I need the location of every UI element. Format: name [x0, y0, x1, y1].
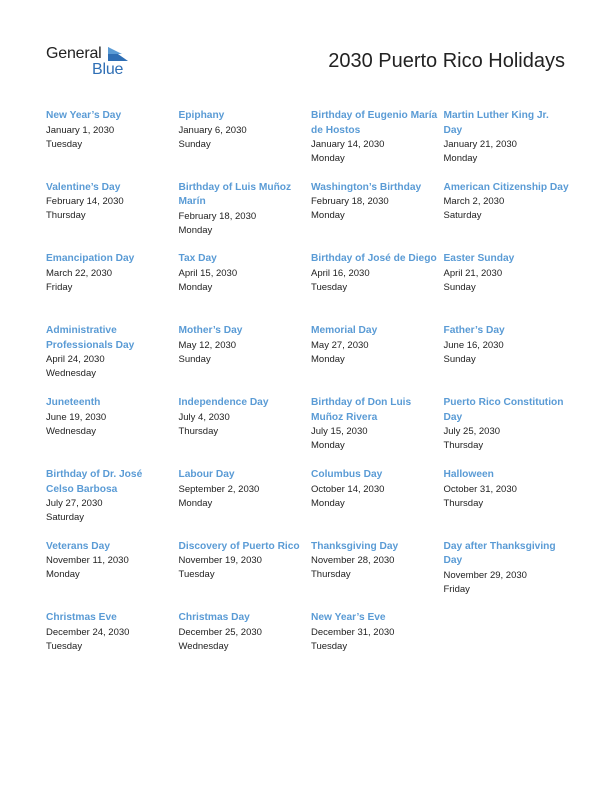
holiday-date: June 16, 2030 — [443, 339, 504, 351]
holiday-entry — [179, 252, 312, 294]
holiday-entry — [46, 181, 179, 238]
holiday-weekday: Wednesday — [178, 640, 229, 652]
holiday-weekday: Tuesday — [311, 281, 348, 293]
holiday-weekday: Tuesday — [46, 640, 83, 652]
holiday-name: Easter Sunday — [443, 253, 515, 264]
holiday-date: April 15, 2030 — [178, 267, 238, 279]
holiday-entry — [179, 540, 312, 597]
holiday-name: Veterans Day — [46, 540, 110, 552]
holiday-weekday: Saturday — [46, 512, 85, 523]
holiday-row — [46, 540, 576, 597]
holiday-row — [46, 396, 576, 453]
holiday-weekday: Thursday — [178, 425, 219, 437]
holiday-weekday: Monday — [311, 210, 345, 221]
holiday-date: March 22, 2030 — [46, 267, 113, 279]
holiday-weekday: Wednesday — [46, 425, 96, 437]
holiday-name: Birthday of Luis Muñoz Marín — [178, 181, 292, 207]
holiday-date: October 31, 2030 — [443, 483, 517, 495]
logo-text-general: General — [46, 45, 102, 62]
holiday-name: Birthday of José de Diego — [311, 253, 437, 264]
holiday-weekday: Monday — [311, 440, 345, 451]
holiday-name: Thanksgiving Day — [311, 540, 399, 552]
holiday-entry — [311, 396, 444, 453]
holiday-entry — [311, 109, 444, 166]
holiday-date: April 24, 2030 — [46, 354, 105, 365]
holiday-row — [46, 109, 576, 166]
holiday-name: Valentine’s Day — [46, 181, 121, 193]
holiday-name: Epiphany — [178, 110, 225, 121]
holiday-date: April 16, 2030 — [311, 267, 370, 279]
holiday-entry — [179, 181, 312, 238]
holiday-weekday: Thursday — [443, 440, 484, 451]
holiday-entry — [444, 109, 577, 166]
holiday-date: July 4, 2030 — [178, 411, 230, 423]
holiday-name: Birthday of Don Luis Muñoz Rivera — [311, 397, 412, 423]
holiday-entry — [444, 324, 577, 381]
holiday-entry — [179, 468, 312, 525]
holiday-entry — [179, 611, 312, 653]
holiday-weekday: Monday — [178, 281, 213, 293]
holiday-entry — [444, 468, 577, 525]
brand-logo — [46, 44, 136, 80]
holiday-name: New Year’s Eve — [311, 612, 386, 623]
holiday-date: January 6, 2030 — [178, 124, 247, 136]
holiday-weekday: Friday — [46, 281, 73, 293]
holiday-date: June 19, 2030 — [46, 411, 107, 423]
holiday-weekday: Sunday — [443, 281, 476, 293]
holiday-row — [46, 324, 576, 381]
holiday-date: November 28, 2030 — [311, 555, 395, 566]
holiday-date: December 24, 2030 — [46, 626, 130, 638]
holiday-weekday: Tuesday — [46, 138, 83, 150]
holiday-date: November 29, 2030 — [443, 569, 527, 581]
holiday-date: July 15, 2030 — [311, 426, 368, 437]
holiday-weekday: Tuesday — [178, 569, 215, 580]
holiday-date: February 18, 2030 — [178, 210, 257, 222]
holiday-weekday: Sunday — [443, 353, 476, 365]
holiday-date: January 21, 2030 — [443, 139, 517, 150]
holiday-name: Discovery of Puerto Rico — [178, 540, 300, 552]
holiday-date: September 2, 2030 — [178, 483, 260, 495]
holiday-name: New Year’s Day — [46, 110, 122, 121]
holiday-weekday: Sunday — [178, 353, 211, 365]
holiday-date: May 27, 2030 — [311, 339, 369, 351]
holiday-entry — [46, 540, 179, 597]
holiday-weekday: Saturday — [443, 210, 482, 221]
holiday-date: March 2, 2030 — [443, 196, 505, 207]
holiday-weekday: Thursday — [46, 210, 86, 221]
holiday-date: April 21, 2030 — [443, 267, 503, 279]
holiday-row — [46, 181, 576, 238]
holiday-date: October 14, 2030 — [311, 483, 385, 495]
holiday-date: July 25, 2030 — [443, 426, 501, 437]
holiday-entry — [46, 324, 179, 381]
holiday-entry — [179, 324, 312, 381]
holiday-name: Columbus Day — [311, 469, 383, 480]
holiday-weekday: Friday — [443, 583, 470, 595]
holiday-date: February 18, 2030 — [311, 196, 389, 207]
holiday-date: November 11, 2030 — [46, 555, 129, 566]
holiday-entry — [311, 540, 444, 597]
holiday-weekday: Monday — [311, 153, 345, 164]
holiday-name: Mother’s Day — [178, 325, 243, 336]
holiday-weekday: Monday — [178, 224, 213, 236]
holiday-entry — [444, 181, 577, 238]
holiday-weekday: Wednesday — [46, 368, 96, 379]
page-title: 2030 Puerto Rico Holidays — [328, 50, 565, 72]
holiday-date: January 14, 2030 — [311, 139, 385, 150]
holiday-name: Birthday of Dr. José Celso Barbosa — [46, 469, 143, 495]
holiday-entry — [46, 396, 179, 453]
holiday-name: Labour Day — [178, 469, 235, 480]
holiday-date: July 27, 2030 — [46, 498, 103, 509]
holiday-name: Independence Day — [178, 397, 269, 408]
holiday-entry — [179, 396, 312, 453]
holiday-row — [46, 468, 576, 525]
holiday-date: January 1, 2030 — [46, 124, 115, 136]
holiday-entry — [46, 252, 179, 294]
holiday-name: Tax Day — [178, 253, 217, 264]
holiday-weekday: Monday — [46, 569, 80, 580]
holiday-date: November 19, 2030 — [178, 555, 262, 566]
holiday-name: American Citizenship Day — [443, 181, 569, 193]
holiday-weekday: Tuesday — [311, 640, 348, 652]
holiday-date: December 25, 2030 — [178, 626, 262, 638]
holiday-row — [46, 252, 576, 294]
holiday-entry — [46, 109, 179, 166]
holiday-weekday: Monday — [178, 497, 213, 509]
logo-text-blue: Blue — [92, 61, 124, 78]
holiday-name: Washington’s Birthday — [311, 181, 422, 193]
logo-flag-icon — [108, 46, 130, 62]
holiday-weekday: Thursday — [443, 497, 484, 509]
holiday-weekday: Thursday — [311, 569, 351, 580]
holiday-name: Memorial Day — [311, 325, 378, 336]
holiday-date: December 31, 2030 — [311, 626, 395, 638]
holiday-weekday: Monday — [311, 353, 345, 365]
holiday-name: Emancipation Day — [46, 253, 135, 264]
holiday-name: Puerto Rico Constitution Day — [443, 397, 564, 423]
holiday-weekday: Monday — [443, 153, 478, 164]
holiday-name: Halloween — [443, 469, 494, 480]
holiday-name: Administrative Professionals Day — [46, 325, 135, 351]
holiday-name: Juneteenth — [46, 397, 101, 408]
holiday-name: Day after Thanksgiving Day — [443, 540, 556, 566]
holiday-name: Martin Luther King Jr. Day — [443, 110, 549, 136]
holiday-name: Birthday of Eugenio María de Hostos — [311, 110, 438, 136]
holiday-entry — [311, 324, 444, 381]
holiday-name: Christmas Day — [178, 612, 250, 623]
holiday-entry — [444, 396, 577, 453]
holiday-entry — [311, 181, 444, 238]
holiday-entry — [311, 611, 444, 653]
holiday-entry — [311, 252, 444, 294]
holiday-entry — [311, 468, 444, 525]
holiday-entry — [444, 540, 577, 597]
holiday-name: Christmas Eve — [46, 612, 117, 623]
holiday-entry — [444, 252, 577, 294]
holiday-weekday: Sunday — [178, 138, 211, 150]
holiday-row — [46, 611, 444, 653]
holiday-name: Father’s Day — [443, 325, 505, 336]
holiday-date: May 12, 2030 — [178, 339, 237, 351]
holiday-entry — [46, 611, 179, 653]
holiday-weekday: Monday — [311, 497, 345, 509]
holiday-entry — [46, 468, 179, 525]
holiday-date: February 14, 2030 — [46, 196, 124, 207]
holiday-entry — [179, 109, 312, 166]
